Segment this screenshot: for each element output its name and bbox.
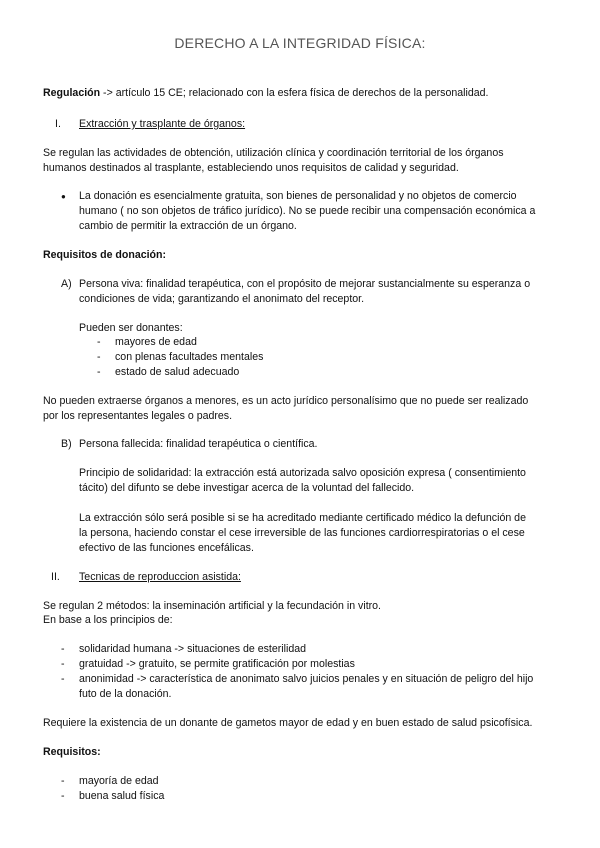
- donante-item: con plenas facultades mentales: [115, 351, 264, 363]
- requisito-item: buena salud física: [79, 790, 165, 802]
- requisitos-donacion-heading: Requisitos de donación:: [43, 249, 167, 261]
- requisitos-heading: Requisitos:: [43, 746, 101, 758]
- dash-marker: -: [97, 366, 101, 378]
- principio-item: gratuidad -> gratuito, se permite gratificación por molestias: [79, 658, 355, 670]
- dash-marker: -: [61, 658, 65, 670]
- principio-item: anonimidad -> característica de anonimato salvo juicios penales y en situación de peligro del hijo: [79, 673, 534, 685]
- bullet-line: humano ( no son objetos de tráfico jurídico). No se puede recibir una compensación económica a: [79, 205, 536, 217]
- donantes-label: Pueden ser donantes:: [79, 322, 183, 334]
- dash-marker: -: [97, 336, 101, 348]
- dash-marker: -: [61, 673, 65, 685]
- regulacion-label: Regulación: [43, 87, 101, 99]
- item-a-line: Persona viva: finalidad terapéutica, con el propósito de mejorar sustancialmente su esperanza o: [79, 278, 531, 290]
- item-a-line: condiciones de vida; garantizando el anonimato del receptor.: [79, 293, 365, 305]
- regulacion-text: -> artículo 15 CE; relacionado con la esfera física de derechos de la personalidad.: [100, 87, 489, 99]
- section1-intro-line: Se regulan las actividades de obtención, utilización clínica y coordinación territorial de los órganos: [43, 147, 504, 159]
- regulacion-paragraph: [43, 86, 488, 101]
- bullet-line: La donación es esencialmente gratuita, son bienes de personalidad y no objetos de comercio: [79, 190, 517, 202]
- section1-intro-line: humanos destinados al trasplante, estableciendo unos requisitos de calidad y seguridad.: [43, 162, 459, 174]
- item-a-marker: A): [61, 278, 72, 290]
- item-b-line: Persona fallecida: finalidad terapéutica o científica.: [79, 438, 318, 450]
- solidaridad-line: tácito) del difunto se debe investigar acerca de la voluntad del fallecido.: [79, 482, 415, 494]
- section1-numeral: I.: [55, 118, 61, 130]
- bullet-icon: ●: [61, 192, 66, 201]
- dash-marker: -: [61, 643, 65, 655]
- section1-heading: Extracción y trasplante de órganos:: [79, 118, 246, 130]
- section2-intro-line: En base a los principios de:: [43, 614, 173, 626]
- principio-item: solidaridad humana -> situaciones de esterilidad: [79, 643, 307, 655]
- section2-numeral: II.: [51, 571, 60, 583]
- section2-intro-line: Se regulan 2 métodos: la inseminación artificial y la fecundación in vitro.: [43, 600, 382, 612]
- solidaridad-line: Principio de solidaridad: la extracción está autorizada salvo oposición expresa ( consentimiento: [79, 467, 526, 479]
- requiere-line: Requiere la existencia de un donante de gametos mayor de edad y en buen estado de salud psicofísica.: [43, 717, 533, 729]
- page-title: DERECHO A LA INTEGRIDAD FÍSICA:: [174, 35, 426, 51]
- requisito-item: mayoría de edad: [79, 775, 159, 787]
- donante-item: estado de salud adecuado: [115, 366, 240, 378]
- section2-heading: Tecnicas de reproduccion asistida:: [79, 571, 241, 583]
- donante-item: mayores de edad: [115, 336, 197, 348]
- principio-item-cont: futo de la donación.: [79, 688, 172, 700]
- extraccion-line: La extracción sólo será posible si se ha acreditado mediante certificado médico la defunción de: [79, 512, 526, 524]
- bullet-line: cambio de permitir la extracción de un órgano.: [79, 220, 297, 232]
- item-b-marker: B): [61, 438, 72, 450]
- dash-marker: -: [97, 351, 101, 363]
- extraccion-line: la persona, haciendo constar el cese irreversible de las funciones cardiorrespiratorias o el cese: [79, 527, 525, 539]
- menores-line: por los representantes legales o padres.: [43, 410, 233, 422]
- extraccion-line: efectivo de las funciones encefálicas.: [79, 542, 254, 554]
- menores-line: No pueden extraerse órganos a menores, es un acto jurídico personalísimo que no puede ser realizado: [43, 395, 529, 407]
- dash-marker: -: [61, 775, 65, 787]
- dash-marker: -: [61, 790, 65, 802]
